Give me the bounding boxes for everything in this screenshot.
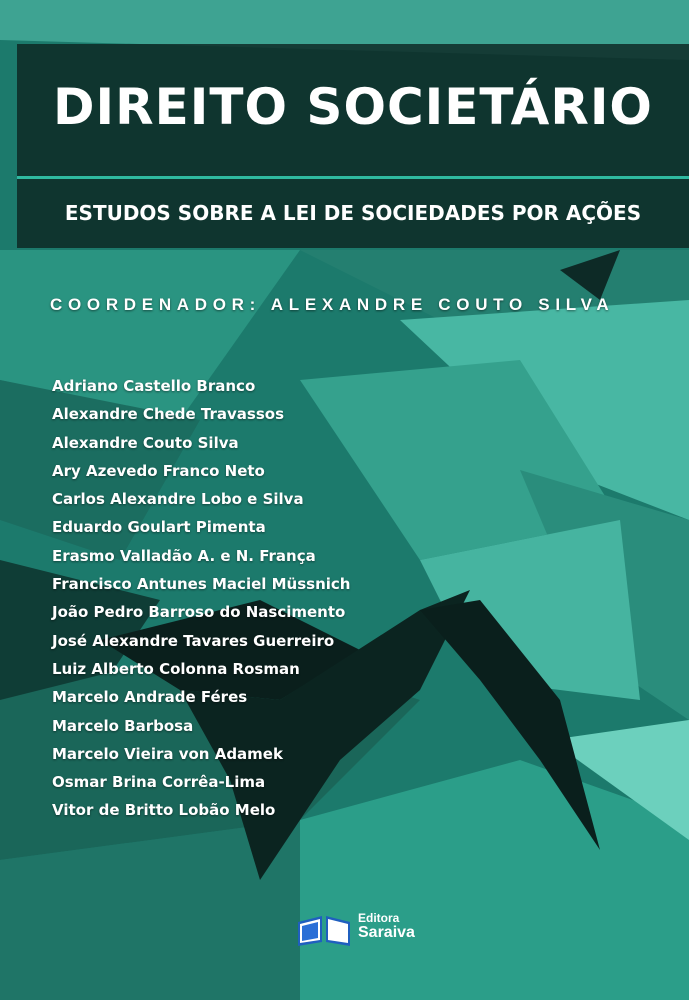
author-name: Luiz Alberto Colonna Rosman (52, 659, 300, 678)
publisher-label: Editora (358, 911, 400, 925)
book-title: DIREITO SOCIETÁRIO (53, 78, 653, 136)
author-list (52, 372, 350, 825)
author-name: Erasmo Valladão A. e N. França (52, 546, 316, 565)
author-name: Adriano Castello Branco (52, 377, 256, 395)
author-name: Marcelo Barbosa (52, 716, 194, 735)
author-name: Marcelo Vieira von Adamek (52, 744, 283, 763)
author-name: João Pedro Barroso do Nascimento (52, 603, 346, 622)
author-name: Alexandre Chede Travassos (52, 405, 285, 424)
author-name: Osmar Brina Corrêa-Lima (52, 773, 266, 792)
title-divider (17, 176, 689, 179)
open-book-icon (296, 912, 352, 946)
author-name: José Alexandre Tavares Guerreiro (52, 631, 335, 650)
coordinator-line: COORDENADOR: ALEXANDRE COUTO SILVA (50, 295, 615, 314)
author-name: Vitor de Britto Lobão Melo (52, 801, 276, 820)
publisher-name: Saraiva (358, 924, 415, 941)
author-name: Francisco Antunes Maciel Müssnich (52, 575, 351, 594)
author-name: Eduardo Goulart Pimenta (52, 518, 266, 537)
author-name: Ary Azevedo Franco Neto (52, 461, 265, 480)
book-subtitle: ESTUDOS SOBRE A LEI DE SOCIEDADES POR AÇÕES (64, 201, 642, 225)
author-name: Alexandre Couto Silva (52, 433, 239, 452)
author-name: Marcelo Andrade Féres (52, 688, 248, 707)
author-name: Carlos Alexandre Lobo e Silva (52, 490, 304, 509)
